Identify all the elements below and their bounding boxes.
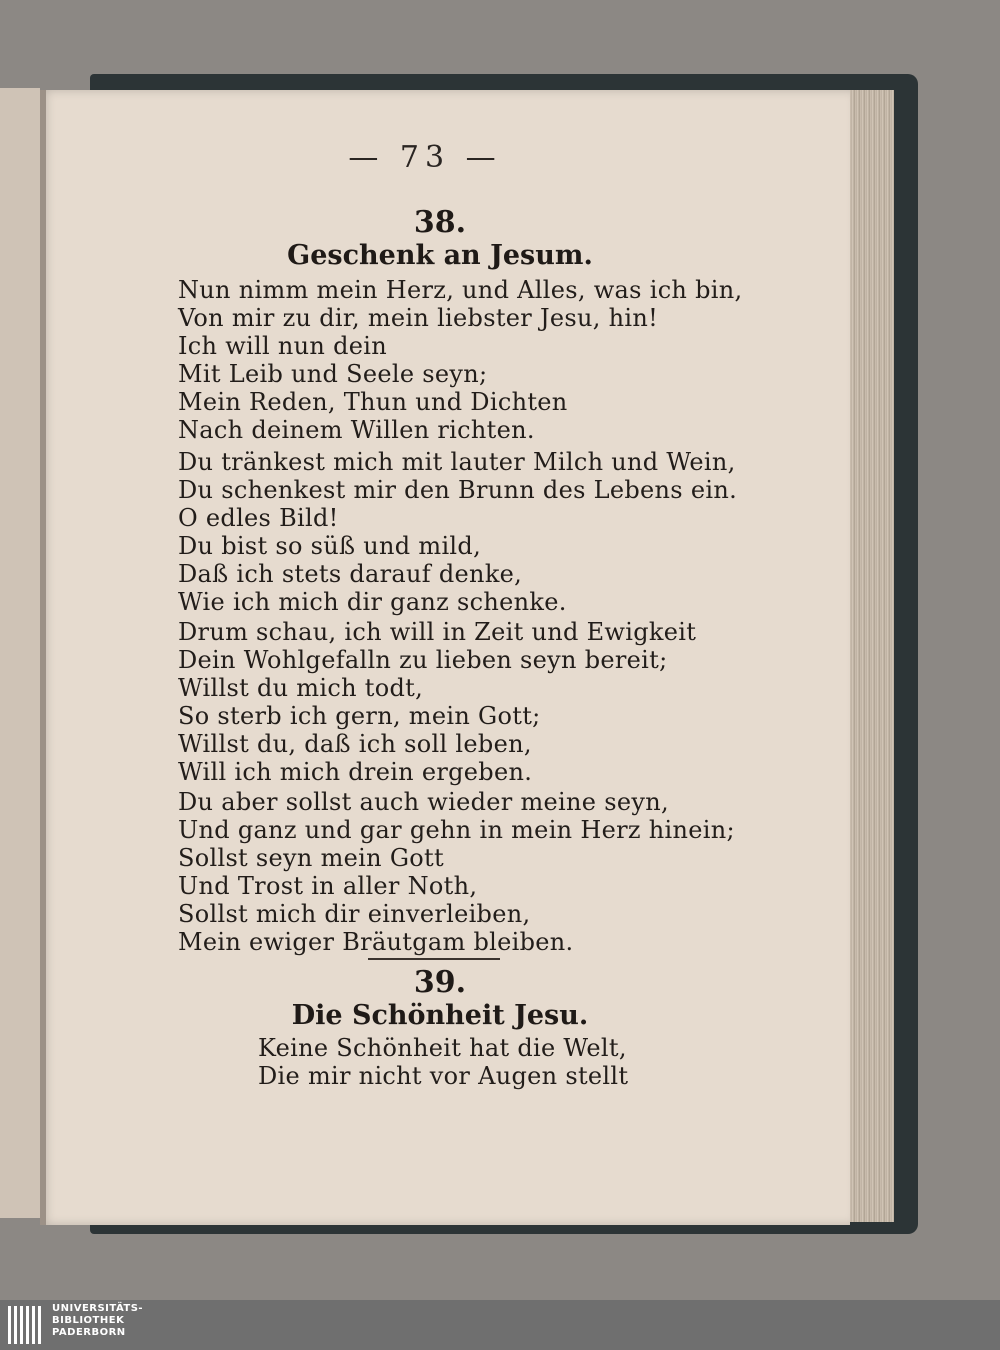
- verse-line: Dein Wohlgefalln zu lieben seyn bereit;: [178, 646, 668, 674]
- verse-line: Von mir zu dir, mein liebster Jesu, hin!: [178, 304, 659, 332]
- logo-line: UNIVERSITÄTS-: [52, 1303, 144, 1314]
- song-title: Die Schönheit Jesu.: [291, 1000, 589, 1031]
- song-number: 38.: [413, 205, 467, 240]
- verse-line: Willst du, daß ich soll leben,: [178, 730, 532, 758]
- verse-line: Ich will nun dein: [178, 332, 388, 360]
- logo-line: PADERBORN: [52, 1327, 126, 1338]
- verse-line: Mein ewiger Bräutgam bleiben.: [178, 928, 574, 956]
- section-divider: [368, 958, 500, 960]
- verse-line: Mein Reden, Thun und Dichten: [178, 388, 568, 416]
- song-title: Geschenk an Jesum.: [287, 240, 593, 271]
- verse-line: Will ich mich drein ergeben.: [178, 758, 533, 786]
- verse-line: Nun nimm mein Herz, und Alles, was ich bin,: [178, 276, 743, 304]
- verse-line: Und ganz und gar gehn in mein Herz hinein;: [178, 816, 735, 844]
- verse-line: Du schenkest mir den Brunn des Lebens ein.: [178, 476, 738, 504]
- library-logo-text: [52, 1303, 143, 1339]
- verse-line: Du bist so süß und mild,: [178, 532, 481, 560]
- verse-line: Die mir nicht vor Augen stellt: [258, 1062, 629, 1090]
- verse-line: Willst du mich todt,: [178, 674, 424, 702]
- verse-line: Und Trost in aller Noth,: [178, 872, 478, 900]
- verse-line: Mit Leib und Seele seyn;: [178, 360, 488, 388]
- verse-line: Drum schau, ich will in Zeit und Ewigkeit: [178, 618, 697, 646]
- verse-line: Du aber sollst auch wieder meine seyn,: [178, 788, 669, 816]
- page-number: — 73 —: [348, 140, 502, 175]
- verse-line: Wie ich mich dir ganz schenke.: [178, 588, 567, 616]
- verse-line: Keine Schönheit hat die Welt,: [258, 1034, 627, 1062]
- library-logo-icon: [8, 1306, 44, 1344]
- verse-line: O edles Bild!: [178, 504, 339, 532]
- logo-line: BIBLIOTHEK: [52, 1315, 125, 1326]
- verse-line: Du tränkest mich mit lauter Milch und Wein,: [178, 448, 736, 476]
- verse-line: Daß ich stets darauf denke,: [178, 560, 523, 588]
- verse-line: Sollst seyn mein Gott: [178, 844, 444, 872]
- verse-line: Nach deinem Willen richten.: [178, 416, 535, 444]
- song-number: 39.: [413, 965, 467, 1000]
- footer-bar: [0, 1300, 1000, 1350]
- verse-line: Sollst mich dir einverleiben,: [178, 900, 531, 928]
- verse-line: So sterb ich gern, mein Gott;: [178, 702, 541, 730]
